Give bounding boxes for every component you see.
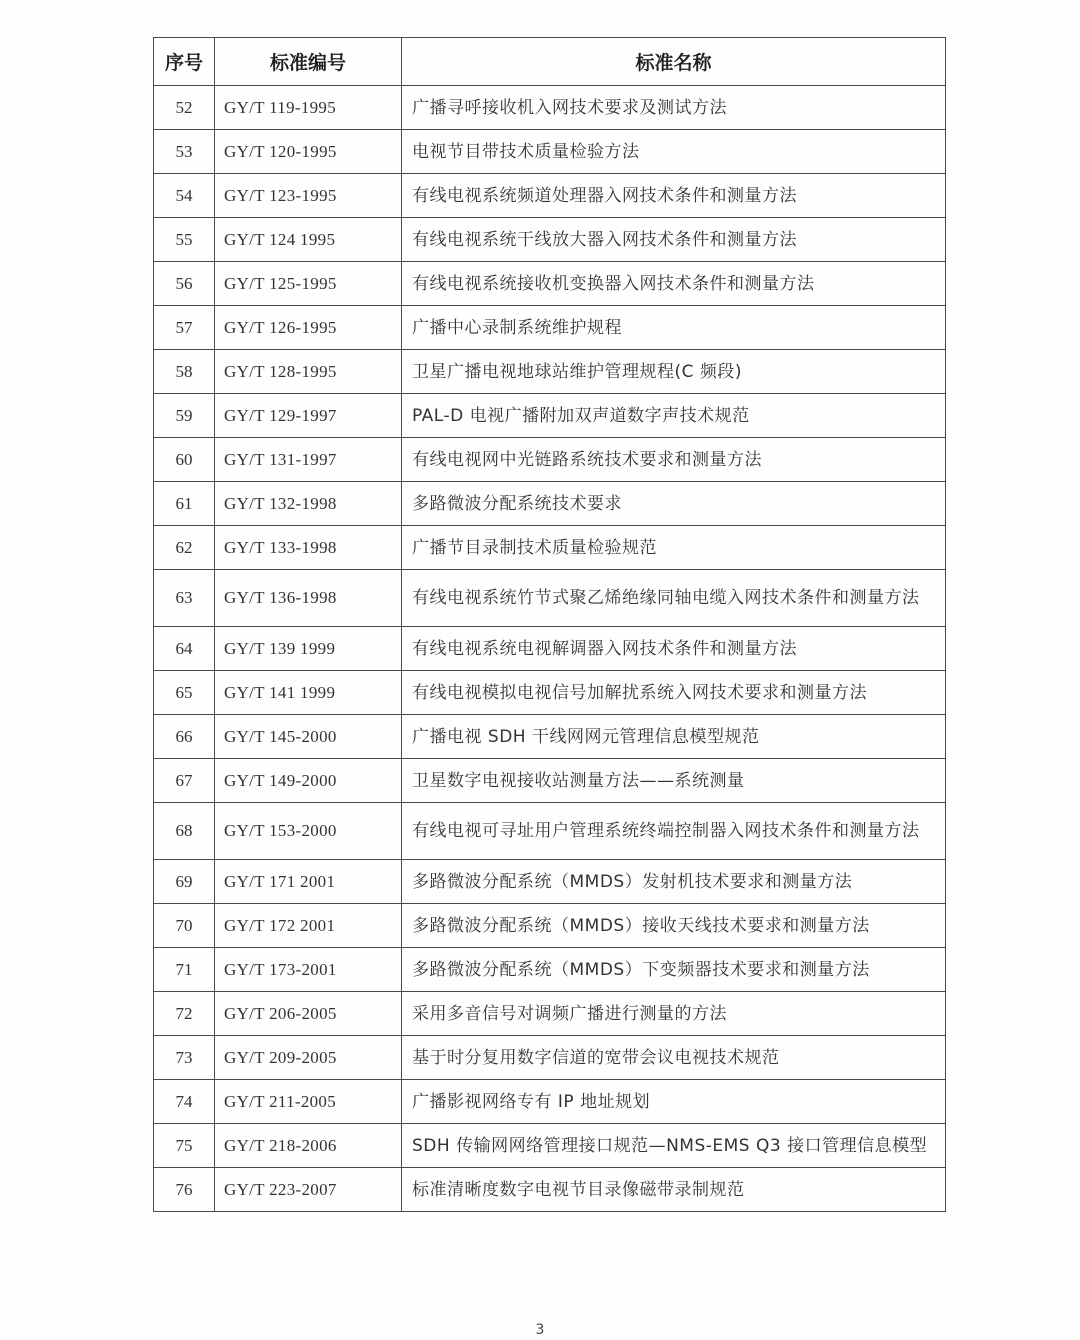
row-name: 有线电视系统接收机变换器入网技术条件和测量方法 <box>402 262 946 306</box>
row-name: 广播寻呼接收机入网技术要求及测试方法 <box>402 86 946 130</box>
table-row <box>154 526 946 570</box>
row-name: 广播影视网络专有 IP 地址规划 <box>402 1080 946 1124</box>
page-number: 3 <box>535 1322 545 1338</box>
row-code: GY/T 129-1997 <box>215 394 402 438</box>
row-name: 采用多音信号对调频广播进行测量的方法 <box>402 992 946 1036</box>
row-index: 72 <box>154 992 215 1036</box>
table-row <box>154 570 946 627</box>
row-code: GY/T 131-1997 <box>215 438 402 482</box>
row-code: GY/T 123-1995 <box>215 174 402 218</box>
table-row <box>154 1036 946 1080</box>
table-row <box>154 627 946 671</box>
table-row <box>154 438 946 482</box>
row-code: GY/T 206-2005 <box>215 992 402 1036</box>
table-row <box>154 306 946 350</box>
header-code: 标准编号 <box>215 38 402 86</box>
row-index: 54 <box>154 174 215 218</box>
row-name: 电视节目带技术质量检验方法 <box>402 130 946 174</box>
row-index: 61 <box>154 482 215 526</box>
row-name: 标准清晰度数字电视节目录像磁带录制规范 <box>402 1168 946 1212</box>
row-index: 76 <box>154 1168 215 1212</box>
row-code: GY/T 132-1998 <box>215 482 402 526</box>
row-code: GY/T 139 1999 <box>215 627 402 671</box>
row-index: 59 <box>154 394 215 438</box>
table-row <box>154 904 946 948</box>
row-index: 52 <box>154 86 215 130</box>
table-row <box>154 394 946 438</box>
row-name: SDH 传输网网络管理接口规范—NMS-EMS Q3 接口管理信息模型 <box>402 1124 946 1168</box>
row-index: 73 <box>154 1036 215 1080</box>
row-name: 有线电视网中光链路系统技术要求和测量方法 <box>402 438 946 482</box>
row-index: 67 <box>154 759 215 803</box>
row-index: 71 <box>154 948 215 992</box>
table-row <box>154 1124 946 1168</box>
row-name: 有线电视系统竹节式聚乙烯绝缘同轴电缆入网技术条件和测量方法 <box>402 570 946 627</box>
table-row <box>154 715 946 759</box>
row-index: 63 <box>154 570 215 627</box>
table-body <box>154 86 946 1212</box>
row-index: 57 <box>154 306 215 350</box>
row-index: 62 <box>154 526 215 570</box>
row-index: 75 <box>154 1124 215 1168</box>
table-row <box>154 948 946 992</box>
row-code: GY/T 153-2000 <box>215 803 402 860</box>
row-code: GY/T 145-2000 <box>215 715 402 759</box>
table-row <box>154 803 946 860</box>
table-header-row <box>154 38 946 86</box>
row-index: 55 <box>154 218 215 262</box>
header-index: 序号 <box>154 38 215 86</box>
table-row <box>154 350 946 394</box>
row-code: GY/T 133-1998 <box>215 526 402 570</box>
row-index: 56 <box>154 262 215 306</box>
row-index: 65 <box>154 671 215 715</box>
row-name: 有线电视模拟电视信号加解扰系统入网技术要求和测量方法 <box>402 671 946 715</box>
table-row <box>154 1080 946 1124</box>
table-row <box>154 174 946 218</box>
row-code: GY/T 149-2000 <box>215 759 402 803</box>
row-code: GY/T 126-1995 <box>215 306 402 350</box>
row-name: 有线电视系统频道处理器入网技术条件和测量方法 <box>402 174 946 218</box>
table-row <box>154 262 946 306</box>
row-index: 74 <box>154 1080 215 1124</box>
table-row <box>154 992 946 1036</box>
row-code: GY/T 223-2007 <box>215 1168 402 1212</box>
row-name: 有线电视可寻址用户管理系统终端控制器入网技术条件和测量方法 <box>402 803 946 860</box>
row-name: 广播中心录制系统维护规程 <box>402 306 946 350</box>
row-code: GY/T 171 2001 <box>215 860 402 904</box>
table-row <box>154 759 946 803</box>
row-code: GY/T 173-2001 <box>215 948 402 992</box>
row-index: 58 <box>154 350 215 394</box>
table-row <box>154 1168 946 1212</box>
row-name: PAL-D 电视广播附加双声道数字声技术规范 <box>402 394 946 438</box>
row-name: 有线电视系统电视解调器入网技术条件和测量方法 <box>402 627 946 671</box>
header-name: 标准名称 <box>402 38 946 86</box>
row-code: GY/T 136-1998 <box>215 570 402 627</box>
row-name: 卫星广播电视地球站维护管理规程(C 频段) <box>402 350 946 394</box>
row-name: 多路微波分配系统（MMDS）下变频器技术要求和测量方法 <box>402 948 946 992</box>
table-row <box>154 86 946 130</box>
table-row <box>154 218 946 262</box>
row-code: GY/T 218-2006 <box>215 1124 402 1168</box>
row-code: GY/T 120-1995 <box>215 130 402 174</box>
row-name: 卫星数字电视接收站测量方法——系统测量 <box>402 759 946 803</box>
table-row <box>154 671 946 715</box>
row-code: GY/T 209-2005 <box>215 1036 402 1080</box>
row-code: GY/T 172 2001 <box>215 904 402 948</box>
row-name: 有线电视系统干线放大器入网技术条件和测量方法 <box>402 218 946 262</box>
standards-table <box>153 37 946 1212</box>
row-code: GY/T 119-1995 <box>215 86 402 130</box>
row-index: 66 <box>154 715 215 759</box>
row-index: 68 <box>154 803 215 860</box>
row-name: 基于时分复用数字信道的宽带会议电视技术规范 <box>402 1036 946 1080</box>
row-code: GY/T 124 1995 <box>215 218 402 262</box>
row-code: GY/T 128-1995 <box>215 350 402 394</box>
row-code: GY/T 141 1999 <box>215 671 402 715</box>
row-name: 多路微波分配系统技术要求 <box>402 482 946 526</box>
row-name: 广播节目录制技术质量检验规范 <box>402 526 946 570</box>
table-row <box>154 860 946 904</box>
row-name: 广播电视 SDH 干线网网元管理信息模型规范 <box>402 715 946 759</box>
row-index: 70 <box>154 904 215 948</box>
row-index: 53 <box>154 130 215 174</box>
row-index: 69 <box>154 860 215 904</box>
row-index: 64 <box>154 627 215 671</box>
row-index: 60 <box>154 438 215 482</box>
row-code: GY/T 125-1995 <box>215 262 402 306</box>
table-row <box>154 130 946 174</box>
row-code: GY/T 211-2005 <box>215 1080 402 1124</box>
row-name: 多路微波分配系统（MMDS）接收天线技术要求和测量方法 <box>402 904 946 948</box>
row-name: 多路微波分配系统（MMDS）发射机技术要求和测量方法 <box>402 860 946 904</box>
table-row <box>154 482 946 526</box>
